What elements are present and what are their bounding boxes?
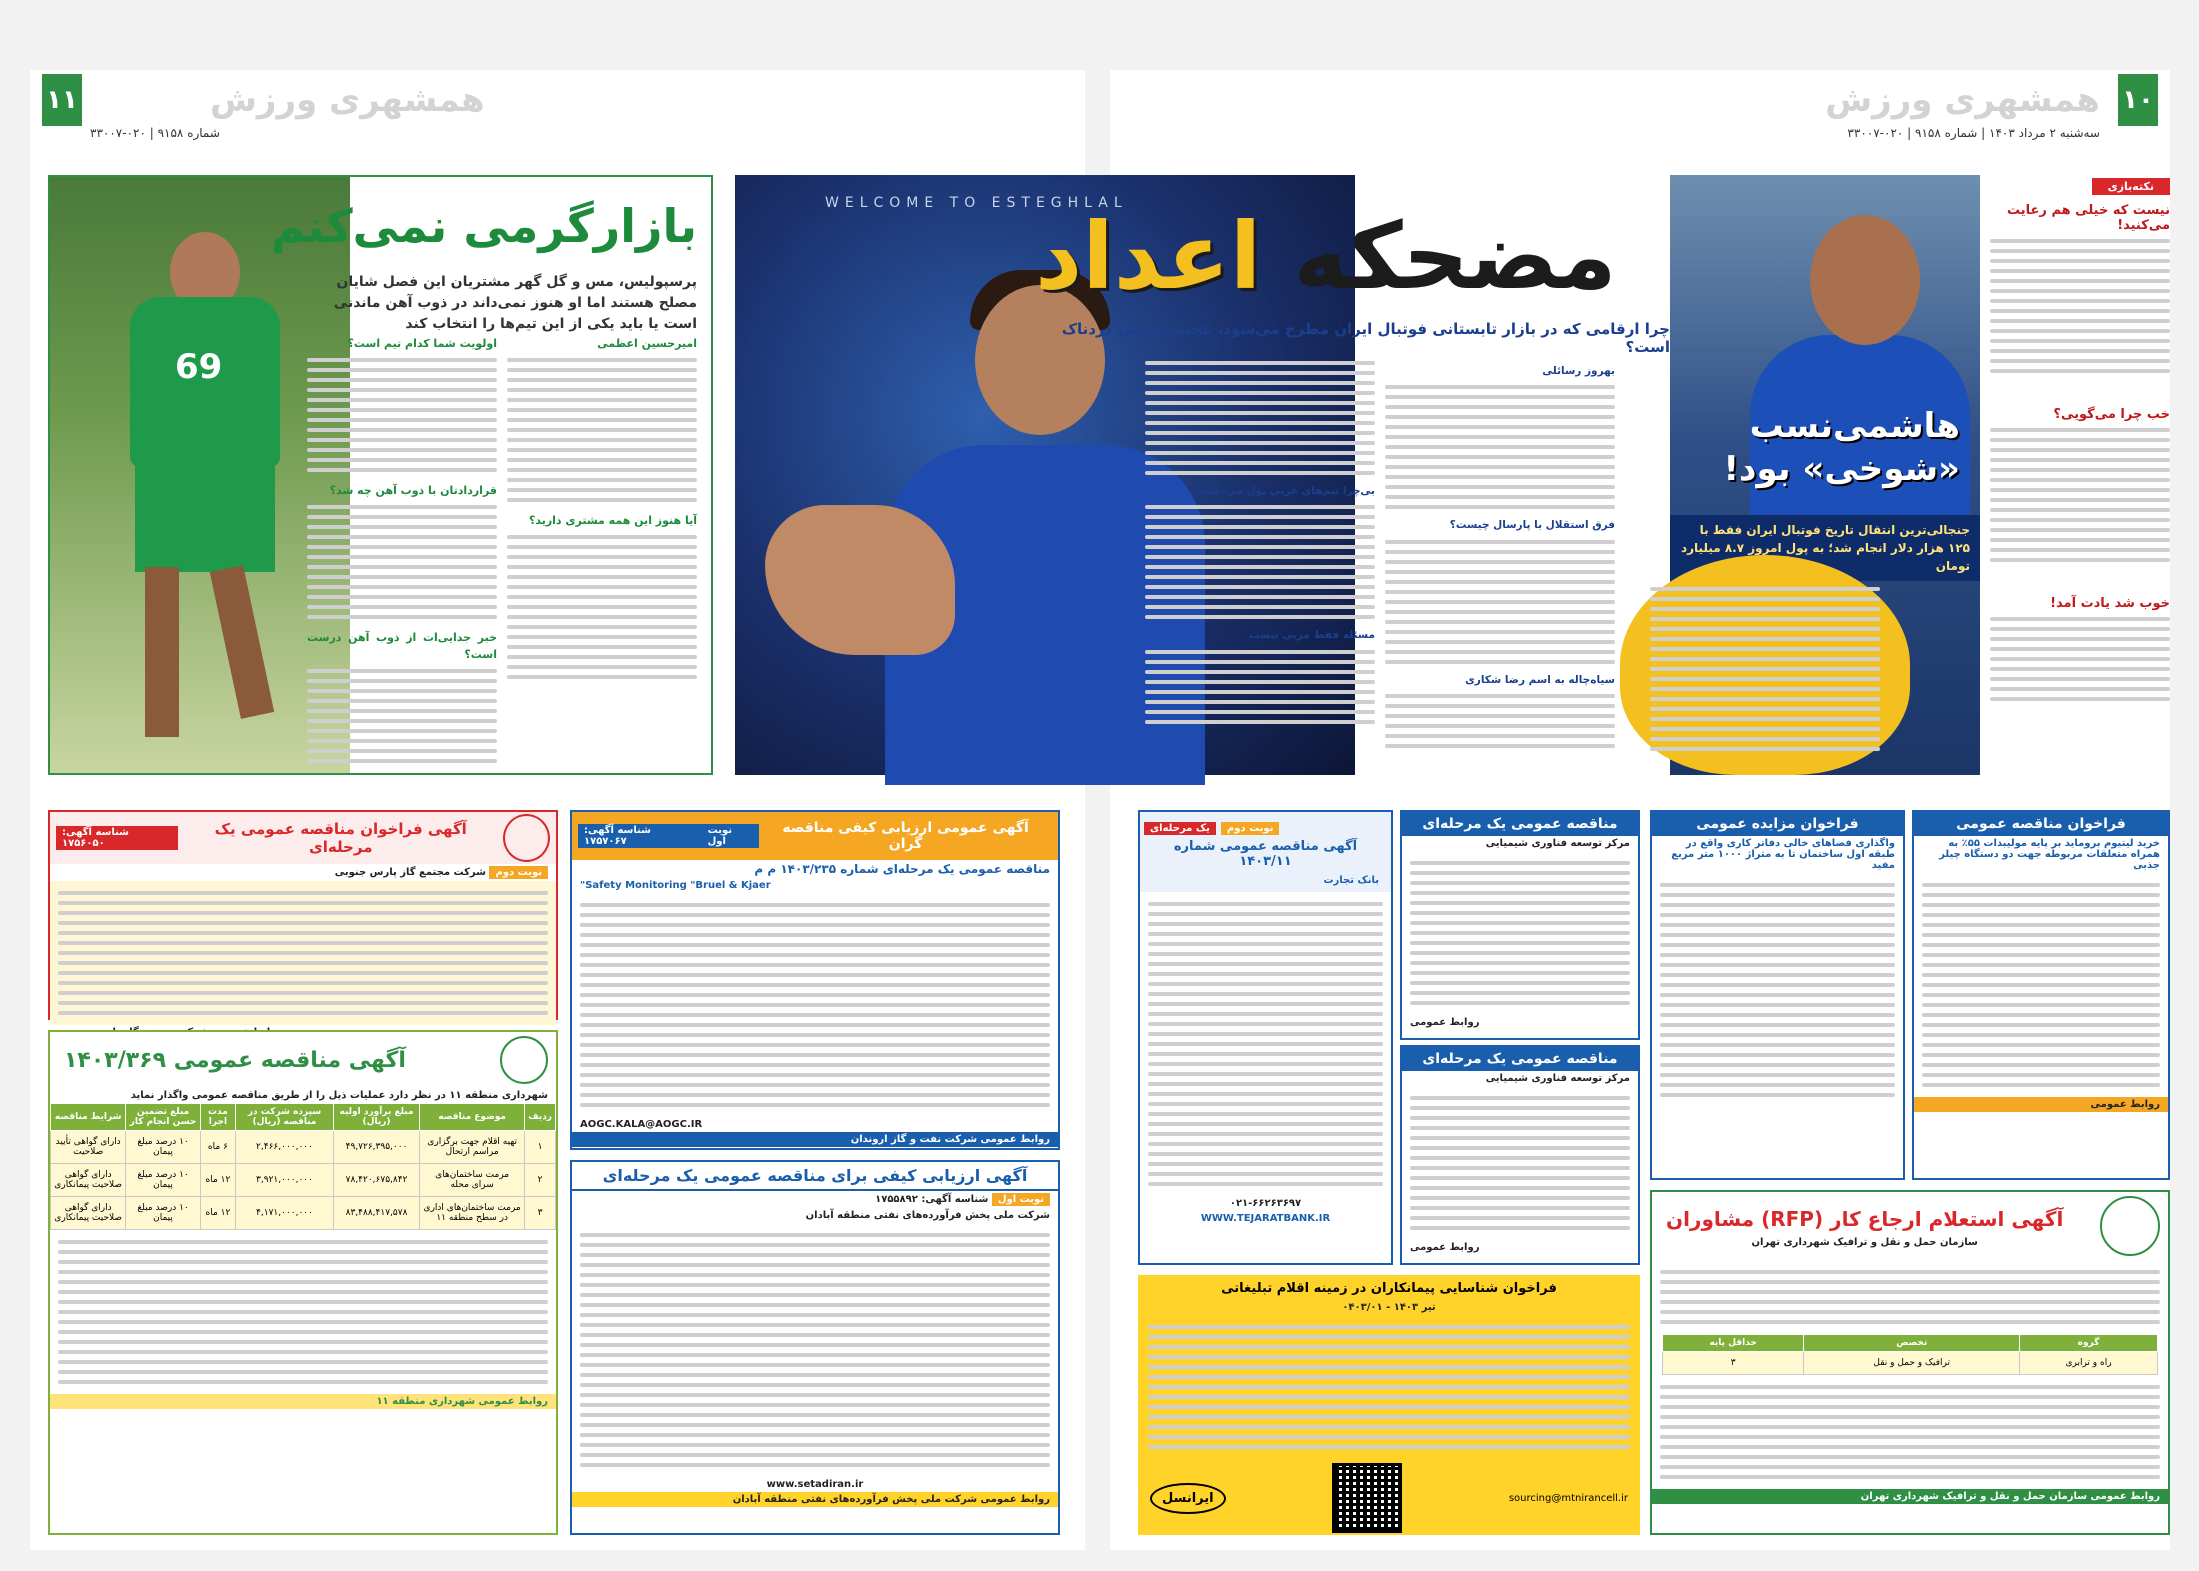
- ad-auction: [1650, 810, 1905, 1180]
- tender-table: [50, 1103, 556, 1230]
- ad-title: آگهی ارزیابی کیفی برای مناقصه عمومی یک مرحله‌ای: [572, 1162, 1058, 1191]
- ad-oil-distribution: [570, 1160, 1060, 1535]
- ad-company: مرکز توسعه فناوری شیمیایی: [1485, 838, 1630, 849]
- table-cell: ۱۲ ماه: [200, 1164, 235, 1197]
- table-header-cell: مدت اجرا: [200, 1104, 235, 1131]
- table-cell: ۳: [1663, 1352, 1804, 1375]
- ad-irancell: [1138, 1275, 1640, 1535]
- column-notes: [1990, 175, 2170, 775]
- quote-headline: هاشمی‌نسب «شوخی» بود!: [1723, 406, 1960, 489]
- ad-footer: روابط عمومی شرکت نفت و گاز اروندان: [572, 1132, 1058, 1147]
- table-row: [1663, 1352, 2157, 1375]
- note-heading: خوب شد یادت آمد!: [2050, 596, 2170, 611]
- ad-rfp-traffic: [1650, 1190, 2170, 1535]
- ad-number: شناسه آگهی: ۱۷۵۵۸۹۲: [875, 1194, 989, 1205]
- table-cell: مرمت ساختمان‌های اداری در سطح منطقه ۱۱: [420, 1197, 525, 1230]
- question-heading: قراردادتان با ذوب آهن چه شد؟: [329, 484, 497, 498]
- ad-footer: روابط عمومی: [1410, 1017, 1480, 1028]
- ad-intro: شهرداری منطقه ۱۱ در نظر دارد عملیات ذیل را از طریق مناقصه عمومی واگذار نماید: [130, 1090, 548, 1101]
- page-number-left: ۱۱: [42, 74, 82, 126]
- ad-title: آگهی استعلام ارجاع کار (RFP) مشاوران: [1666, 1206, 2064, 1231]
- table-row: [51, 1197, 556, 1230]
- table-cell: ۶ ماه: [200, 1131, 235, 1164]
- ad-title: آگهی فراخوان مناقصه عمومی یک مرحله‌ای: [214, 820, 467, 856]
- ad-title: آگهی مناقصه عمومی ۱۴۰۳/۳۶۹: [64, 1047, 406, 1073]
- ad-turn: نوبت اول: [992, 1193, 1050, 1206]
- page-number-right: ۱۰: [2118, 74, 2158, 126]
- table-cell: ۱۰ درصد مبلغ پیمان: [126, 1131, 200, 1164]
- ad-turn2: نوبت دوم: [1221, 822, 1280, 835]
- feature-lead: پرسپولیس، مس و گل گهر مشتریان این فصل شایان مصلح هستند اما او هنوز نمی‌داند در ذوب آهن ماندنی است یا باید یکی از این تیم‌ها را انتخاب کند: [333, 274, 697, 332]
- ad-title: مناقصه عمومی یک مرحله‌ای: [1402, 1047, 1638, 1071]
- masthead-right: [1790, 72, 2110, 150]
- table-header-cell: شرایط مناقصه: [51, 1104, 126, 1131]
- table-header-cell: موضوع مناقصه: [420, 1104, 525, 1131]
- ad-pars-gas: [48, 810, 558, 1020]
- table-header-cell: تخصص: [1804, 1335, 2020, 1352]
- sub-headline: چرا ارقامی که در بازار تابستانی فوتبال ایران مطرح می‌شود، عجیب و حتی دردناک است؟: [1061, 320, 1670, 356]
- ad-turn: نوبت اول: [702, 824, 760, 848]
- table-cell: دارای گواهی تأیید صلاحیت: [51, 1131, 126, 1164]
- question-heading: اولویت شما کدام تیم است؟: [347, 337, 497, 350]
- ad-number: شناسه آگهی: ۱۷۵۶۰۵۰: [56, 826, 178, 850]
- masthead-left: [90, 72, 730, 150]
- masthead-logo: همشهری ورزش: [210, 80, 485, 120]
- ad-title: فراخوان مناقصه عمومی: [1914, 812, 2168, 836]
- masthead-meta: شماره ۹۱۵۸ | ۰۲۰-۳۳۰۰۷: [90, 126, 220, 140]
- table-cell: ۴۹,۷۲۶,۳۹۵,۰۰۰: [333, 1131, 419, 1164]
- table-cell: ۷۸,۴۲۰,۶۷۵,۸۴۲: [333, 1164, 419, 1197]
- ad-date: تیر ۱۴۰۳ - ۰۴۰۳/۰۱: [1342, 1302, 1436, 1313]
- ad-arvandan: [570, 810, 1060, 1150]
- ad-email: sourcing@mtnirancell.ir: [1508, 1492, 1628, 1504]
- masthead-logo: همشهری ورزش: [1825, 80, 2100, 120]
- table-cell: ۱۰ درصد مبلغ پیمان: [126, 1164, 200, 1197]
- table-cell: ۱۰ درصد مبلغ پیمان: [126, 1197, 200, 1230]
- player-leg: [210, 565, 274, 719]
- table-cell: دارای گواهی صلاحیت پیمانکاری: [51, 1164, 126, 1197]
- ad-footer: روابط عمومی سازمان حمل و نقل و ترافیک شهرداری تهران: [1652, 1489, 2168, 1504]
- table-header-cell: مبلغ برآورد اولیه (ریال): [333, 1104, 419, 1131]
- feature-transfer-market: [735, 175, 1980, 775]
- bank-name: بانک تجارت: [1323, 875, 1379, 886]
- ad-footer: روابط عمومی شهرداری منطقه ۱۱: [50, 1394, 556, 1409]
- player-shorts: [135, 462, 275, 572]
- masthead-meta: سه‌شنبه ۲ مرداد ۱۴۰۳ | شماره ۹۱۵۸ | ۰۲۰-۳۳۰۰۷: [1847, 126, 2100, 140]
- ad-company: مرکز توسعه فناوری شیمیایی: [1485, 1073, 1630, 1084]
- ad-number: شناسه آگهی: ۱۷۵۷۰۶۷: [578, 824, 702, 848]
- ad-website: WWW.TEJARATBANK.IR: [1200, 1213, 1331, 1224]
- note-heading: نیست که خیلی هم رعایت می‌کنید!: [2007, 203, 2170, 233]
- question-heading: آیا هنوز این همه مشتری دارید؟: [528, 514, 697, 528]
- ad-phone: ۰۲۱-۶۶۲۶۳۶۹۷: [1229, 1198, 1302, 1209]
- author: بهروز رسائلی: [1542, 365, 1615, 377]
- table-cell: مرمت ساختمان‌های سرای محله: [420, 1164, 525, 1197]
- irancell-logo: ایرانسل: [1150, 1483, 1226, 1514]
- table-header-cell: ردیف: [525, 1104, 556, 1131]
- article-columns: [1145, 355, 1615, 765]
- feature-interview: [48, 175, 713, 775]
- sidebar-box: [1620, 555, 1910, 775]
- organization-logo: [2100, 1196, 2160, 1256]
- ad-chemical-tender-1: [1400, 810, 1640, 1040]
- table-cell: ترافیک و حمل و نقل: [1804, 1352, 2020, 1375]
- note-heading: خب چرا می‌گویی؟: [2053, 407, 2170, 422]
- player-head: [1810, 215, 1920, 345]
- ad-website: www.setadiran.ir: [766, 1479, 864, 1490]
- table-cell: ۳,۹۲۱,۰۰۰,۰۰۰: [236, 1164, 334, 1197]
- ad-footer: روابط عمومی: [1914, 1097, 2168, 1112]
- player-photo: [50, 177, 350, 773]
- table-row: [51, 1131, 556, 1164]
- table-cell: ۳: [525, 1197, 556, 1230]
- municipality-logo: [500, 1036, 548, 1084]
- table-cell: ۸۳,۴۸۸,۴۱۷,۵۷۸: [333, 1197, 419, 1230]
- ad-chemical-tender-2: [1400, 1045, 1640, 1265]
- section-heading: سیاه‌چاله به اسم رضا شکاری: [1465, 673, 1615, 686]
- player-jersey: [130, 297, 280, 467]
- headline-part: مضحکه: [1293, 203, 1617, 310]
- article-column: [1145, 355, 1375, 765]
- ad-email: AOGC.KALA@AOGC.IR: [580, 1119, 703, 1130]
- pointing-hand: [765, 505, 955, 655]
- author: امیرحسین اعظمی: [597, 337, 697, 350]
- company-logo: [503, 814, 550, 862]
- table-cell: ۲,۴۶۶,۰۰۰,۰۰۰: [236, 1131, 334, 1164]
- article-column: [1385, 355, 1615, 765]
- ad-footer: روابط عمومی: [1410, 1242, 1480, 1253]
- qr-code: [1332, 1463, 1402, 1533]
- table-cell: دارای گواهی صلاحیت پیمانکاری: [51, 1197, 126, 1230]
- ad-turn: یک مرحله‌ای: [1144, 822, 1216, 835]
- ad-municipality-11: [48, 1030, 558, 1535]
- ad-org: سازمان حمل و نقل و ترافیک شهرداری تهران: [1751, 1236, 1978, 1248]
- question-heading: خبر جدایی‌ات از ذوب آهن درست است؟: [307, 631, 497, 662]
- ad-subtitle: واگذاری فضاهای خالی دفاتر کاری واقع در طبقه اول ساختمان تا به متراژ ۱۰۰۰ متر مربع مفید: [1671, 838, 1895, 871]
- article-column: [307, 325, 497, 765]
- section-heading: بی‌چرا تیم‌های عربی پول می‌دهند؟: [1196, 485, 1375, 497]
- ad-turn: نوبت دوم: [489, 866, 548, 879]
- ad-tejarat-bank: [1138, 810, 1393, 1265]
- ad-title: مناقصه عمومی یک مرحله‌ای: [1402, 812, 1638, 836]
- main-headline: [1035, 203, 1617, 310]
- section-heading: مسئله فقط مربی نیست: [1248, 629, 1375, 642]
- table-cell: ۲: [525, 1164, 556, 1197]
- section-tag: نکته‌بازی: [2092, 178, 2170, 195]
- ad-company: شرکت مجتمع گاز پارس جنوبی: [334, 867, 486, 878]
- ad-subtitle: خرید لیتیوم بروماید بر پایه مولیبدات ۵۵٪ به همراه متعلقات مربوطه جهت دو دستگاه چیلر جذبی: [1939, 838, 2160, 871]
- ad-title: فراخوان مزایده عمومی: [1652, 812, 1903, 836]
- ad-english: Safety Monitoring "Bruel & Kjaer": [580, 880, 771, 891]
- ad-footer: روابط عمومی شرکت ملی پخش فرآورده‌های نفتی منطقه آبادان: [572, 1492, 1058, 1507]
- section-heading: فرق استقلال با پارسال چیست؟: [1449, 519, 1615, 532]
- feature-title: بازارگرمی نمی‌کنم: [271, 199, 697, 253]
- rfp-table: [1662, 1334, 2157, 1375]
- jersey-number: 69: [175, 347, 223, 387]
- ad-title: آگهی عمومی ارزیابی کیفی مناقصه گران: [782, 820, 1029, 852]
- banner-text: WELCOME TO ESTEGHLAL: [825, 195, 1128, 211]
- ad-subtitle: مناقصه عمومی یک مرحله‌ای شماره ۱۴۰۳/۲۳۵ م م: [754, 862, 1050, 876]
- table-header-cell: مبلغ تضمین حسن انجام کار: [126, 1104, 200, 1131]
- table-header-cell: گروه: [2020, 1335, 2157, 1352]
- table-cell: راه و ترابری: [2020, 1352, 2157, 1375]
- table-header-cell: سپرده شرکت در مناقصه (ریال): [236, 1104, 334, 1131]
- table-row: [51, 1164, 556, 1197]
- table-cell: ۴,۱۷۱,۰۰۰,۰۰۰: [236, 1197, 334, 1230]
- table-cell: تهیه اقلام جهت برگزاری مراسم ارتحال: [420, 1131, 525, 1164]
- table-cell: ۱: [525, 1131, 556, 1164]
- ad-company: شرکت ملی پخش فرآورده‌های نفتی منطقه آبادان: [805, 1210, 1050, 1221]
- ad-title: فراخوان شناسایی پیمانکاران در زمینه اقلام تبلیغاتی: [1221, 1281, 1557, 1296]
- headline-part: اعداد: [1035, 203, 1262, 310]
- ad-title: آگهی مناقصه عمومی شماره ۱۴۰۳/۱۱: [1173, 839, 1358, 869]
- quote-subtitle: جنجالی‌ترین انتقال تاریخ فوتبال ایران فقط با ۱۲۵ هزار دلار انجام شد؛ به پول امروز ۸.۷ میلیارد تومان: [1670, 515, 1980, 581]
- article-column: [507, 325, 697, 765]
- ad-lithium-tender: [1912, 810, 2170, 1180]
- player-leg: [145, 567, 179, 737]
- table-header-cell: حداقل پایه: [1663, 1335, 1804, 1352]
- feature-columns: [307, 325, 697, 765]
- table-cell: ۱۲ ماه: [200, 1197, 235, 1230]
